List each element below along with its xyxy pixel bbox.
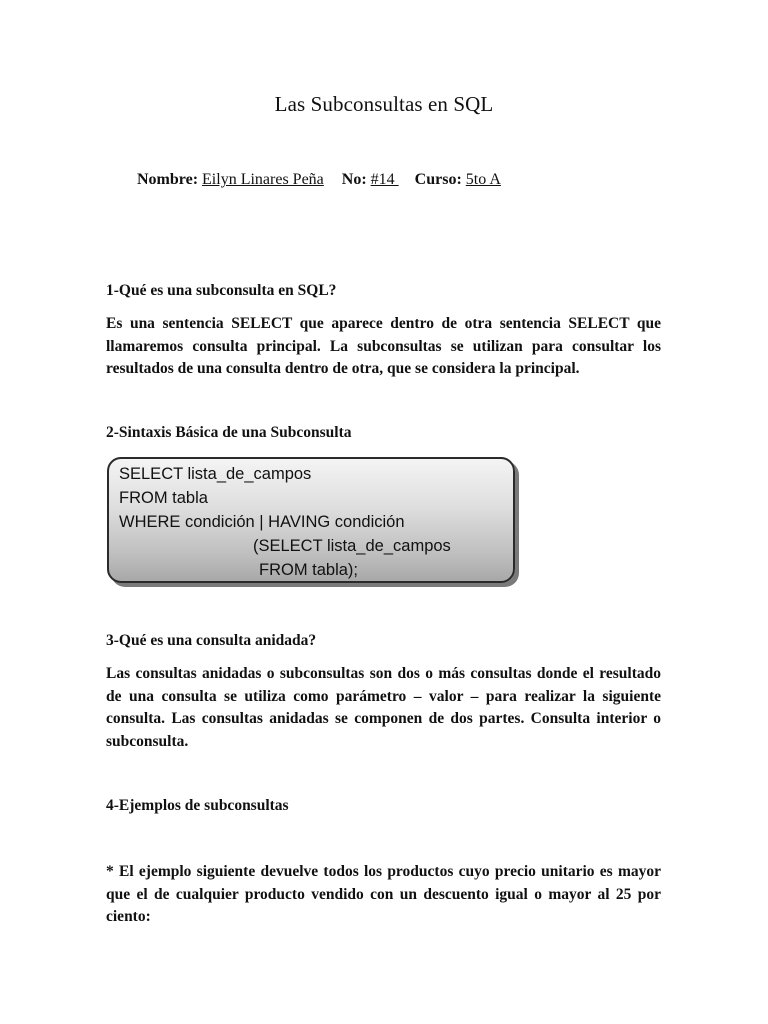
number-label: No: — [341, 171, 367, 188]
section-3-heading: 3-Qué es una consulta anidada? — [106, 632, 317, 649]
course-value: 5to A — [465, 171, 501, 188]
section-2-heading: 2-Sintaxis Básica de una Subconsulta — [106, 424, 352, 441]
sql-line: SELECT lista_de_campos — [119, 465, 312, 483]
number-value: #14 — [370, 171, 399, 188]
sql-line: FROM tabla); — [259, 561, 359, 579]
sql-line: FROM tabla — [119, 489, 208, 507]
section-4-body: * El ejemplo siguiente devuelve todos los productos cuyo precio unitario es mayor que el de cualquier producto vendido con un descuento igual o mayor al 25 por ciento: — [106, 863, 661, 926]
section-4-heading: 4-Ejemplos de subconsultas — [106, 797, 289, 814]
section-1-heading: 1-Qué es una subconsulta en SQL? — [106, 282, 337, 299]
name-value: Eilyn Linares Peña — [202, 171, 324, 188]
student-info — [137, 171, 501, 189]
sql-line: (SELECT lista_de_campos — [253, 537, 451, 555]
section-3-body: Las consultas anidadas o subconsultas son dos o más consultas donde el resultado de una consulta se utiliza como parámetro – valor – para realizar la siguiente consulta. Las consultas anidadas se componen de dos partes. Consulta interior o subconsulta. — [106, 665, 661, 751]
sql-syntax-box — [107, 457, 515, 583]
sql-line: WHERE condición | HAVING condición — [119, 513, 405, 531]
course-label: Curso: — [414, 171, 462, 188]
section-1-body: Es una sentencia SELECT que aparece dentro de otra sentencia SELECT que llamaremos consulta principal. La subconsultas se utilizan para consultar los resultados de una consulta dentro de otra, que se considera la principal. — [106, 315, 661, 378]
name-label: Nombre: — [137, 171, 199, 188]
document-title: Las Subconsultas en SQL — [274, 92, 494, 116]
